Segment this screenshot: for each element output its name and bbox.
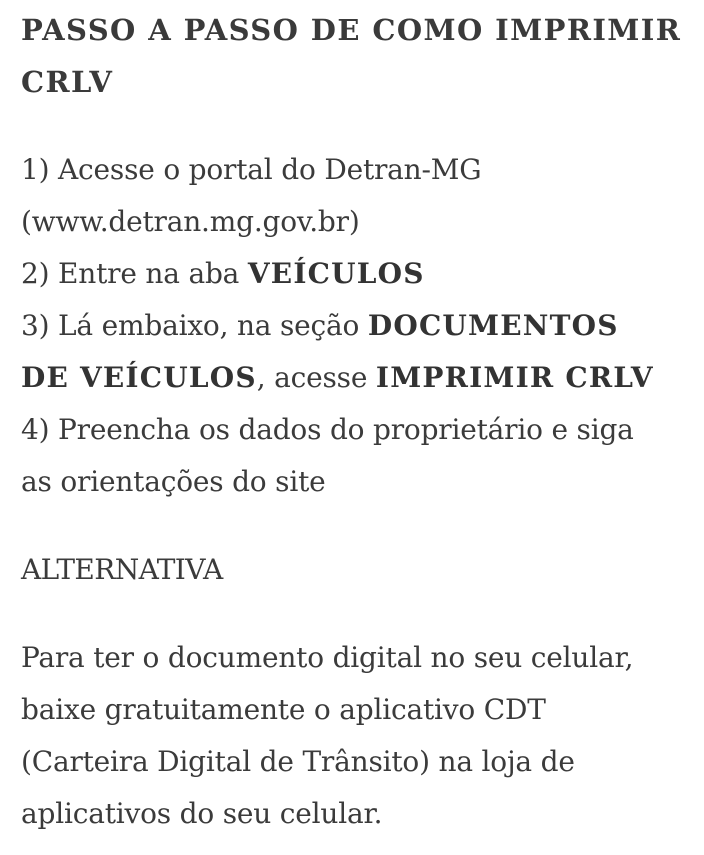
step-2-bold: VEÍCULOS	[247, 257, 425, 290]
step-3-bold-c: IMPRIMIR CRLV	[375, 361, 654, 394]
step-3-bold-a: DOCUMENTOS	[367, 309, 619, 342]
article	[21, 0, 704, 840]
alternative-line-4: aplicativos do seu celular.	[21, 797, 383, 830]
step-2-text: 2) Entre na aba	[21, 257, 248, 290]
steps-list	[21, 144, 704, 508]
step-1-line-2: (www.detran.mg.gov.br)	[21, 205, 360, 238]
step-3-line-1	[21, 300, 704, 352]
step-3-text: 3) Lá embaixo, na seção	[21, 309, 368, 342]
alternative-line-3: (Carteira Digital de Trânsito) na loja de	[21, 745, 575, 778]
alternative-body	[21, 632, 704, 840]
title-line-1: PASSO A PASSO DE COMO IMPRIMIR	[21, 13, 682, 47]
step-2	[21, 248, 704, 300]
title-line-2: CRLV	[21, 65, 114, 99]
alternative-line-2: baixe gratuitamente o aplicativo CDT	[21, 693, 546, 726]
step-1-line-1: 1) Acesse o portal do Detran-MG	[21, 153, 482, 186]
step-4-line-1: 4) Preencha os dados do proprietário e siga	[21, 413, 634, 446]
step-3-bold-b: DE VEÍCULOS	[21, 361, 257, 394]
page-title	[21, 0, 704, 108]
step-3-mid: , acesse	[256, 361, 376, 394]
alternative-heading: ALTERNATIVA	[21, 553, 223, 586]
alternative-line-1: Para ter o documento digital no seu celular,	[21, 641, 634, 674]
step-3-line-2	[21, 352, 704, 404]
step-4-line-2: as orientações do site	[21, 465, 326, 498]
